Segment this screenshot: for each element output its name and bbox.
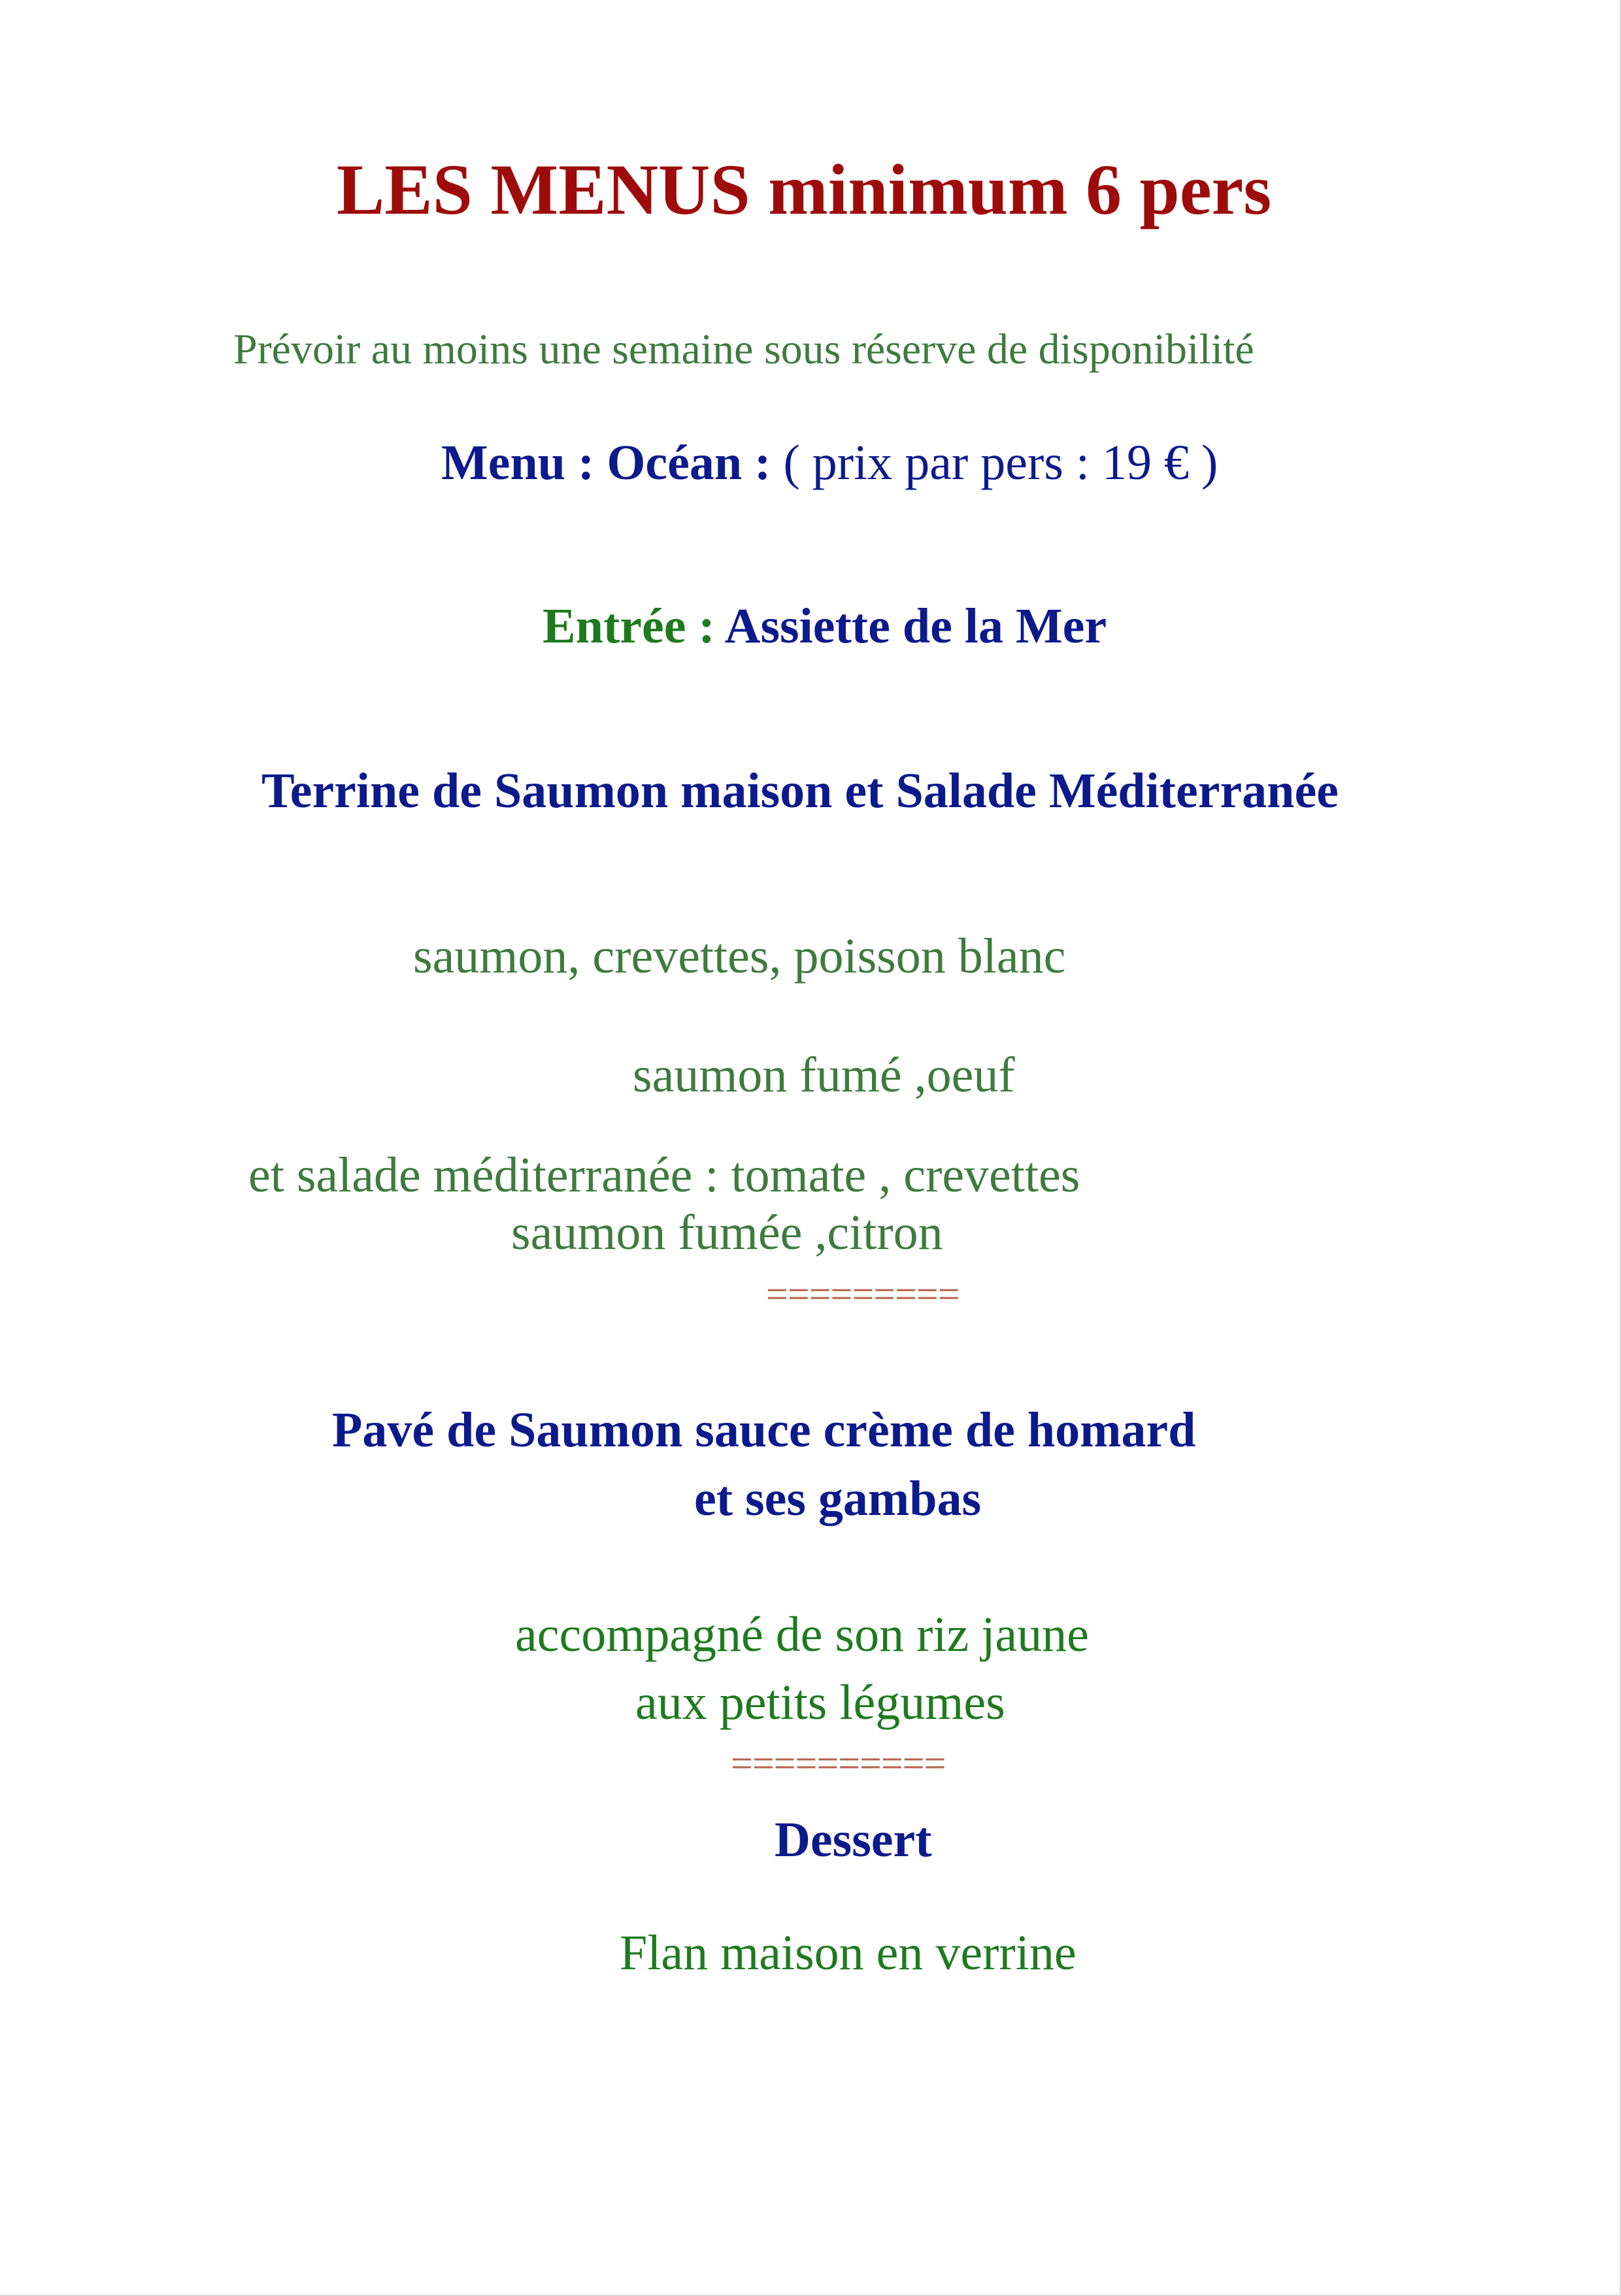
starter-ingredient-line: saumon, crevettes, poisson blanc: [413, 929, 1066, 984]
page-title: LES MENUS minimum 6 pers: [337, 150, 1272, 229]
starter-ingredient-line: saumon fumé ,oeuf: [633, 1048, 1015, 1103]
section-separator: ==========: [731, 1742, 946, 1785]
main-dish-line: et ses gambas: [694, 1471, 982, 1526]
entree-value: Assiette de la Mer: [724, 599, 1107, 654]
menu-header: [441, 435, 1218, 490]
availability-notice: Prévoir au moins une semaine sous réserve de disponibilité: [233, 325, 1254, 373]
dessert-heading: Dessert: [775, 1812, 932, 1867]
starter-ingredient-line: saumon fumée ,citron: [511, 1205, 943, 1260]
dessert-item: Flan maison en verrine: [620, 1925, 1077, 1980]
menu-label: Menu :: [441, 435, 595, 490]
main-side-line: accompagné de son riz jaune: [515, 1607, 1089, 1662]
menu-price: ( prix par pers : 19 € ): [783, 435, 1218, 490]
starter-ingredient-line: et salade méditerranée : tomate , crevettes: [248, 1148, 1080, 1203]
entree-heading: [543, 599, 1107, 654]
main-dish-line: Pavé de Saumon sauce crème de homard: [332, 1403, 1196, 1457]
section-separator: =========: [766, 1273, 960, 1316]
main-side-line: aux petits légumes: [635, 1675, 1005, 1730]
entree-label: Entrée :: [543, 599, 715, 654]
starter-dish: Terrine de Saumon maison et Salade Méditerranée: [261, 763, 1339, 818]
menu-name: Océan :: [607, 435, 771, 490]
